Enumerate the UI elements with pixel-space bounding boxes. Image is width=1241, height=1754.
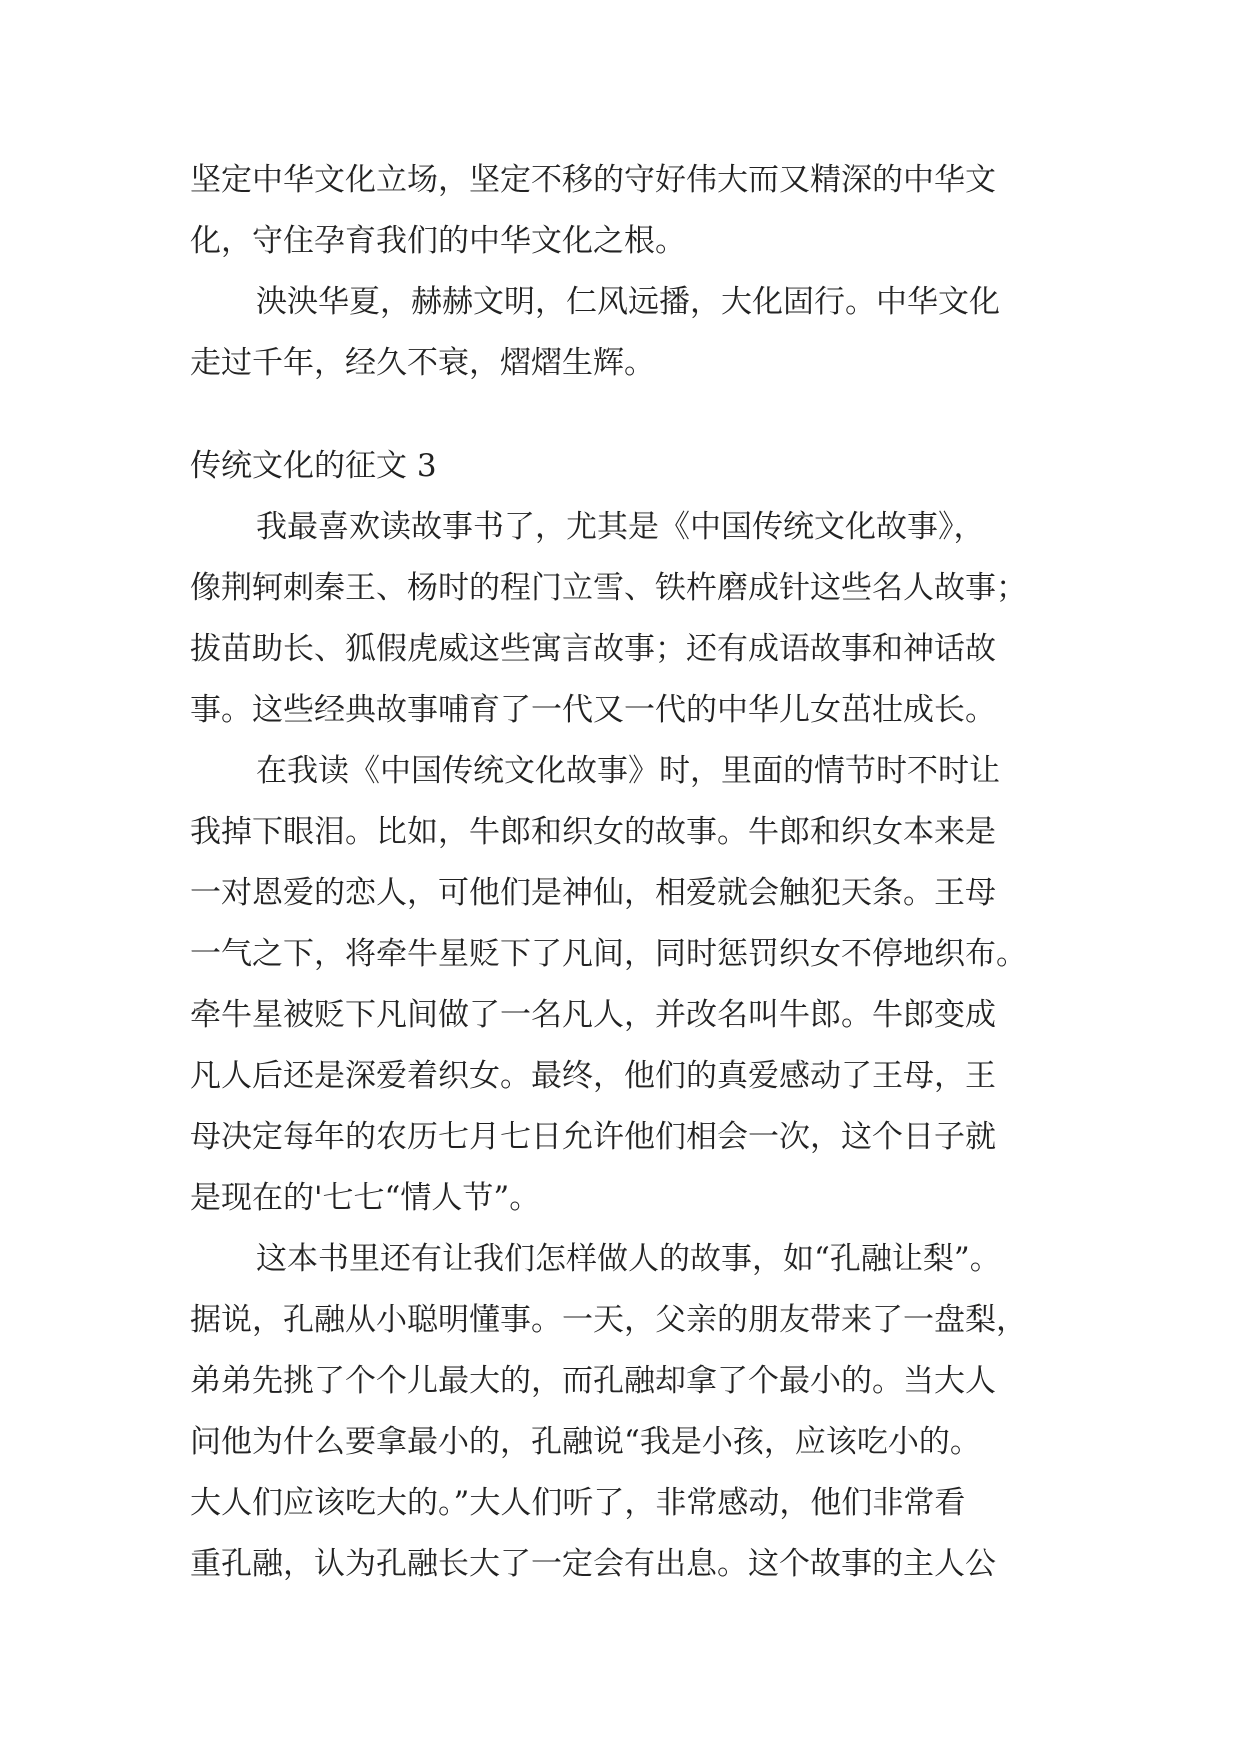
text-line: 我掉下眼泪。比如，牛郎和织女的故事。牛郎和织女本来是	[190, 814, 996, 850]
text-line: 拔苗助长、狐假虎威这些寓言故事；还有成语故事和神话故	[190, 631, 996, 667]
text-line: 像荆轲刺秦王、杨时的程门立雪、铁杵磨成针这些名人故事；	[190, 570, 1027, 606]
text-line: 牵牛星被贬下凡间做了一名凡人，并改名叫牛郎。牛郎变成	[190, 997, 996, 1033]
text-line: 是现在的'七七“情人节”。	[190, 1180, 541, 1216]
text-line: 走过千年，经久不衰，熠熠生辉。	[190, 345, 655, 381]
section-heading: 传统文化的征文 3	[190, 448, 437, 484]
text-line: 我最喜欢读故事书了，尤其是《中国传统文化故事》，	[256, 509, 985, 545]
text-line: 这本书里还有让我们怎样做人的故事，如“孔融让梨”。	[256, 1241, 1001, 1277]
text-line: 泱泱华夏，赫赫文明，仁风远播，大化固行。中华文化	[256, 284, 1000, 320]
paragraph-1	[190, 150, 1070, 272]
text-line: 一气之下，将牵牛星贬下了凡间，同时惩罚织女不停地织布。	[190, 936, 1027, 972]
paragraph-5	[190, 1229, 1070, 1595]
text-line: 一对恩爱的恋人，可他们是神仙，相爱就会触犯天条。王母	[190, 875, 996, 911]
text-line: 在我读《中国传统文化故事》时，里面的情节时不时让	[256, 753, 1000, 789]
text-line: 重孔融，认为孔融长大了一定会有出息。这个故事的主人公	[190, 1546, 996, 1582]
paragraph-3	[190, 497, 1070, 741]
text-line: 事。这些经典故事哺育了一代又一代的中华儿女茁壮成长。	[190, 692, 996, 728]
text-line: 化，守住孕育我们的中华文化之根。	[190, 223, 686, 259]
paragraph-2	[190, 272, 1070, 394]
text-line: 弟弟先挑了个个儿最大的，而孔融却拿了个最小的。当大人	[190, 1363, 996, 1399]
text-line: 大人们应该吃大的。”大人们听了，非常感动，他们非常看	[190, 1485, 966, 1521]
section-gap	[190, 394, 1070, 436]
text-line: 问他为什么要拿最小的，孔融说“我是小孩，应该吃小的。	[190, 1424, 981, 1460]
text-line: 据说，孔融从小聪明懂事。一天，父亲的朋友带来了一盘梨，	[190, 1302, 1027, 1338]
paragraph-4	[190, 741, 1070, 1229]
document-body	[190, 150, 1070, 1595]
text-line: 坚定中华文化立场，坚定不移的守好伟大而又精深的中华文	[190, 162, 996, 198]
text-line: 凡人后还是深爱着织女。最终，他们的真爱感动了王母，王	[190, 1058, 996, 1094]
text-line: 母决定每年的农历七月七日允许他们相会一次，这个日子就	[190, 1119, 996, 1155]
